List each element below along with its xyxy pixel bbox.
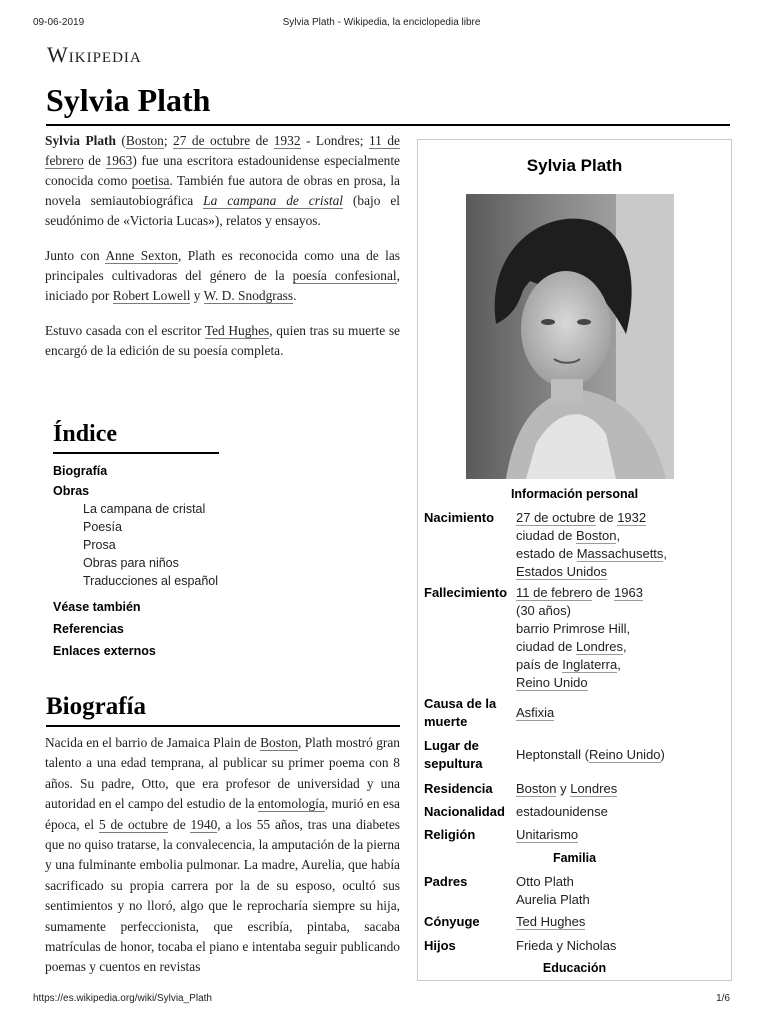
page-title: Sylvia Plath	[46, 82, 211, 118]
death-place-district: barrio Primrose Hill,	[516, 621, 631, 636]
text-run: ,	[622, 639, 627, 654]
text-run: , iniciado por	[45, 268, 401, 303]
infobox-label: Fallecimiento	[424, 585, 508, 600]
link-birth-year[interactable]: 1932	[617, 510, 647, 525]
infobox-row-fallecimiento	[424, 584, 725, 690]
text-run: ciudad de	[516, 528, 576, 543]
infobox-value	[516, 913, 725, 931]
text-run: , Plath mostró gran talento a una edad temprana, al publicar su primer poema con 8 años. Su padre, Otto, que era profesor de universidad y una autoridad en el campo del estudio de la	[45, 735, 400, 812]
link-londres[interactable]: Londres	[576, 639, 623, 654]
link-estados-unidos[interactable]: Estados Unidos	[516, 564, 608, 579]
infobox-label: Lugar de sepultura	[424, 738, 483, 771]
link-robert-lowell[interactable]: Robert Lowell	[112, 288, 191, 303]
infobox-label: Cónyuge	[424, 914, 480, 929]
subject-name: Sylvia Plath	[45, 133, 116, 148]
link-date[interactable]: 5 de octubre	[98, 816, 169, 832]
link-birth-date[interactable]: 27 de octubre	[173, 133, 251, 148]
print-page-number: 1/6	[716, 993, 730, 1004]
text-run: Estuvo casada con el escritor	[45, 323, 205, 338]
link-boston[interactable]: Boston	[516, 781, 557, 796]
infobox-value	[516, 584, 725, 692]
link-year[interactable]: 1940	[190, 816, 218, 832]
portrait-image	[466, 194, 674, 479]
print-date: 09-06-2019	[33, 17, 85, 28]
infobox-row-nacionalidad	[424, 803, 725, 823]
lead-paragraph-1	[45, 131, 400, 231]
text-run: , murió en esa época, el	[45, 796, 400, 832]
print-header	[33, 17, 730, 31]
link-death-year[interactable]: 1963	[105, 153, 133, 168]
infobox-value	[516, 826, 725, 844]
text-run: ;	[163, 133, 174, 148]
toc-item-vease[interactable]: Véase también	[53, 600, 141, 614]
text-run: , quien tras su muerte se encargó de la edición de su poesía completa.	[45, 323, 400, 358]
toc-item-biografia[interactable]: Biografía	[53, 464, 108, 478]
toc-subitem-campana[interactable]: La campana de cristal	[83, 502, 206, 516]
parent-name: Otto Plath	[516, 874, 574, 889]
lead-paragraph-2	[45, 246, 400, 306]
text-run: de	[83, 153, 106, 168]
section-heading-biografia: Biografía	[46, 693, 146, 720]
text-run: de	[595, 510, 618, 525]
text-run: ) fue una escritora estadounidense especialmente conocida como	[45, 153, 401, 188]
text-run: ,	[663, 546, 668, 561]
toc-subitem-ninos[interactable]: Obras para niños	[83, 556, 179, 570]
infobox-row-nacimiento	[424, 509, 725, 581]
wikipedia-wordmark[interactable]: Wikipedia	[47, 42, 142, 67]
infobox-row-padres	[424, 873, 725, 911]
infobox-label: Residencia	[424, 781, 493, 796]
text-run: ,	[617, 657, 621, 672]
portrait-photo[interactable]	[466, 194, 674, 479]
text-run: y	[556, 781, 571, 796]
infobox-value: estadounidense	[516, 804, 608, 819]
infobox-label: Religión	[424, 827, 476, 842]
print-url: https://es.wikipedia.org/wiki/Sylvia_Plath	[33, 993, 212, 1004]
link-londres[interactable]: Londres	[570, 781, 618, 796]
infobox-row-causa	[424, 695, 725, 733]
text-run: Nacida en el barrio de Jamaica Plain de	[45, 735, 261, 750]
link-ted-hughes[interactable]: Ted Hughes	[516, 914, 586, 929]
text-run: , Plath es reconocida como una de las principales cultivadoras del género de la	[45, 248, 400, 283]
link-boston[interactable]: Boston	[125, 133, 164, 148]
link-snodgrass[interactable]: W. D. Snodgrass	[203, 288, 294, 303]
infobox-value	[516, 509, 725, 581]
text-run: (	[115, 133, 126, 148]
infobox-row-hijos	[424, 937, 725, 957]
print-title: Sylvia Plath - Wikipedia, la enciclopedia libre	[282, 17, 481, 28]
text-run: .	[293, 288, 297, 303]
infobox-value	[516, 780, 725, 798]
infobox-label: Causa de la muerte	[424, 696, 497, 729]
toc-heading: Índice	[53, 421, 118, 447]
link-inglaterra[interactable]: Inglaterra	[562, 657, 618, 672]
toc-item-obras[interactable]: Obras	[53, 484, 90, 498]
link-massachusetts[interactable]: Massachusetts	[576, 546, 664, 561]
link-anne-sexton[interactable]: Anne Sexton	[105, 248, 178, 263]
infobox-value	[516, 873, 725, 909]
text-run: de	[168, 816, 191, 832]
link-entomologia[interactable]: entomología	[257, 796, 325, 812]
link-birth-date[interactable]: 27 de octubre	[516, 510, 596, 525]
link-novel[interactable]: La campana de cristal	[203, 193, 343, 208]
toc-subitem-traducciones[interactable]: Traducciones al español	[83, 574, 219, 588]
toc-subitem-prosa[interactable]: Prosa	[83, 538, 116, 552]
infobox-title: Sylvia Plath	[526, 156, 623, 175]
link-poetisa[interactable]: poetisa	[131, 173, 170, 188]
text-run: ,	[616, 528, 621, 543]
infobox-label: Nacionalidad	[424, 804, 505, 819]
infobox-row-religion	[424, 826, 725, 846]
text-run: Heptonstall (	[516, 747, 589, 762]
text-run: Junto con	[45, 248, 106, 263]
infobox	[417, 139, 732, 981]
lead-section	[45, 131, 400, 376]
title-divider	[46, 124, 730, 126]
infobox-label: Hijos	[424, 938, 456, 953]
print-footer	[33, 993, 730, 1007]
infobox-row-conyuge	[424, 913, 725, 933]
infobox-section-personal: Información personal	[510, 487, 639, 501]
text-run: (bajo el seudónimo de «Victoria Lucas»), relatos y ensayos.	[45, 193, 401, 228]
text-run: ciudad de	[516, 639, 576, 654]
table-of-contents	[53, 421, 223, 662]
text-run: estado de	[516, 546, 577, 561]
link-boston[interactable]: Boston	[576, 528, 617, 543]
text-run: - Londres;	[300, 133, 369, 148]
parent-name: Aurelia Plath	[516, 892, 590, 907]
infobox-section-familia: Familia	[552, 851, 597, 865]
text-run: de	[250, 133, 274, 148]
toc-item-referencias[interactable]: Referencias	[53, 622, 124, 636]
biografia-paragraph	[45, 733, 400, 978]
lead-paragraph-3	[45, 321, 400, 361]
infobox-section-educacion: Educación	[542, 961, 607, 975]
text-run: país de	[516, 657, 563, 672]
infobox-label: Padres	[424, 874, 468, 889]
text-run: . También fue autora de obras en prosa, la novela semiautobiográfica	[45, 173, 400, 208]
section-divider	[46, 725, 400, 727]
text-run: y	[190, 288, 204, 303]
link-ted-hughes[interactable]: Ted Hughes	[204, 323, 270, 338]
toc-item-enlaces[interactable]: Enlaces externos	[53, 644, 156, 658]
death-age: (30 años)	[516, 603, 571, 618]
infobox-value	[516, 704, 725, 722]
infobox-row-sepultura	[424, 737, 725, 775]
link-poesia-confesional[interactable]: poesía confesional	[292, 268, 397, 283]
link-reino-unido[interactable]: Reino Unido	[588, 747, 661, 762]
infobox-value	[516, 746, 725, 764]
toc-divider	[53, 452, 219, 454]
infobox-row-residencia	[424, 780, 725, 800]
link-boston[interactable]: Boston	[260, 735, 299, 750]
infobox-label: Nacimiento	[424, 510, 495, 525]
link-death-date[interactable]: 11 de febrero	[516, 585, 593, 600]
link-death-year[interactable]: 1963	[614, 585, 643, 600]
text-run: de	[592, 585, 615, 600]
link-birth-year[interactable]: 1932	[273, 133, 301, 148]
link-asfixia[interactable]: Asfixia	[516, 705, 555, 720]
text-run: , a los 55 años, tras una diabetes que no quiso tratarse, la convalecencia, la amputación de la pierna y una fulminante embolia pulmonar. La madre, Aurelia, que había sacrificado su propia carrera por la de su esposo, ocultó sus sentimientos y no lloró, algo que le reprocharía siempre su hija, sumamente perfeccionista, que escribía, pintaba, sacaba matrículas de honor, tocaba el piano e intentaba seguir publicando poemas y cuentos en revistas	[45, 816, 400, 975]
link-unitarismo[interactable]: Unitarismo	[516, 827, 579, 842]
link-death-date[interactable]: 11 de febrero	[45, 133, 400, 168]
text-run: )	[660, 747, 665, 762]
toc-subitem-poesia[interactable]: Poesía	[83, 520, 122, 534]
link-reino-unido[interactable]: Reino Unido	[516, 675, 588, 690]
infobox-value: Frieda y Nicholas	[516, 938, 617, 953]
